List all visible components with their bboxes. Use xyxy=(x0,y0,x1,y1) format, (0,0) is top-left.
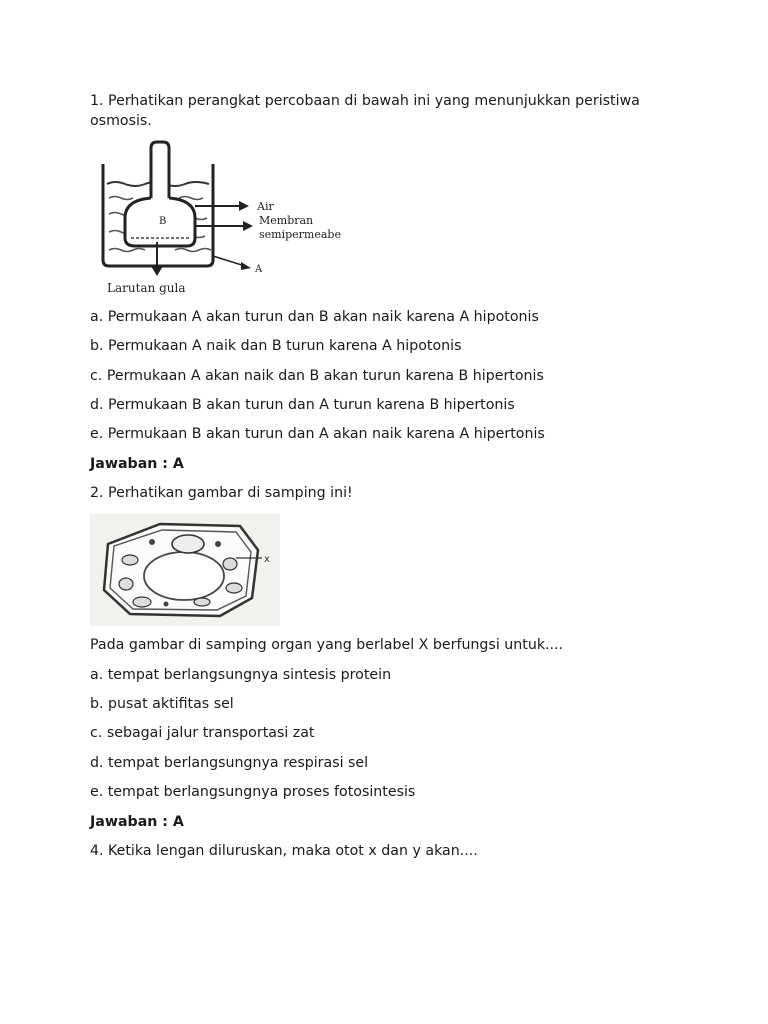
label-semipermeabel: semipermeabe xyxy=(259,228,341,241)
q1-option-c: c. Permukaan A akan naik dan B akan turun karena B hipertonis xyxy=(90,368,544,384)
q2-answer: Jawaban : A xyxy=(90,814,184,830)
label-larutan-gula: Larutan gula xyxy=(107,281,186,295)
question-4: 4. Ketika lengan diluruskan, maka otot x dan y akan.... xyxy=(90,843,478,859)
q1-option-b: b. Permukaan A naik dan B turun karena A hipotonis xyxy=(90,338,462,354)
label-x: x xyxy=(264,554,270,565)
q2-option-b: b. pusat aktifitas sel xyxy=(90,696,234,712)
label-a: A xyxy=(255,264,263,275)
q2-prompt: Pada gambar di samping organ yang berlabel X berfungsi untuk.... xyxy=(90,637,564,653)
q1-option-d: d. Permukaan B akan turun dan A turun karena B hipertonis xyxy=(90,397,515,413)
q2-option-a: a. tempat berlangsungnya sintesis protein xyxy=(90,667,392,683)
plant-cell-figure xyxy=(90,514,280,626)
question-1-line-1: 1. Perhatikan perangkat percobaan di bawah ini yang menunjukkan peristiwa xyxy=(90,93,640,109)
q1-option-a: a. Permukaan A akan turun dan B akan naik karena A hipotonis xyxy=(90,309,539,325)
q2-option-e: e. tempat berlangsungnya proses fotosintesis xyxy=(90,784,416,800)
q2-option-d: d. tempat berlangsungnya respirasi sel xyxy=(90,755,369,771)
label-b: B xyxy=(159,216,167,227)
label-membran: Membran xyxy=(259,214,314,227)
q1-answer: Jawaban : A xyxy=(90,456,184,472)
q1-option-e: e. Permukaan B akan turun dan A akan naik karena A hipertonis xyxy=(90,426,545,442)
q2-option-c: c. sebagai jalur transportasi zat xyxy=(90,725,315,741)
osmosis-apparatus-figure xyxy=(95,138,360,298)
question-2: 2. Perhatikan gambar di samping ini! xyxy=(90,485,353,501)
label-air: Air xyxy=(257,200,274,213)
question-1-line-2: osmosis. xyxy=(90,113,152,129)
